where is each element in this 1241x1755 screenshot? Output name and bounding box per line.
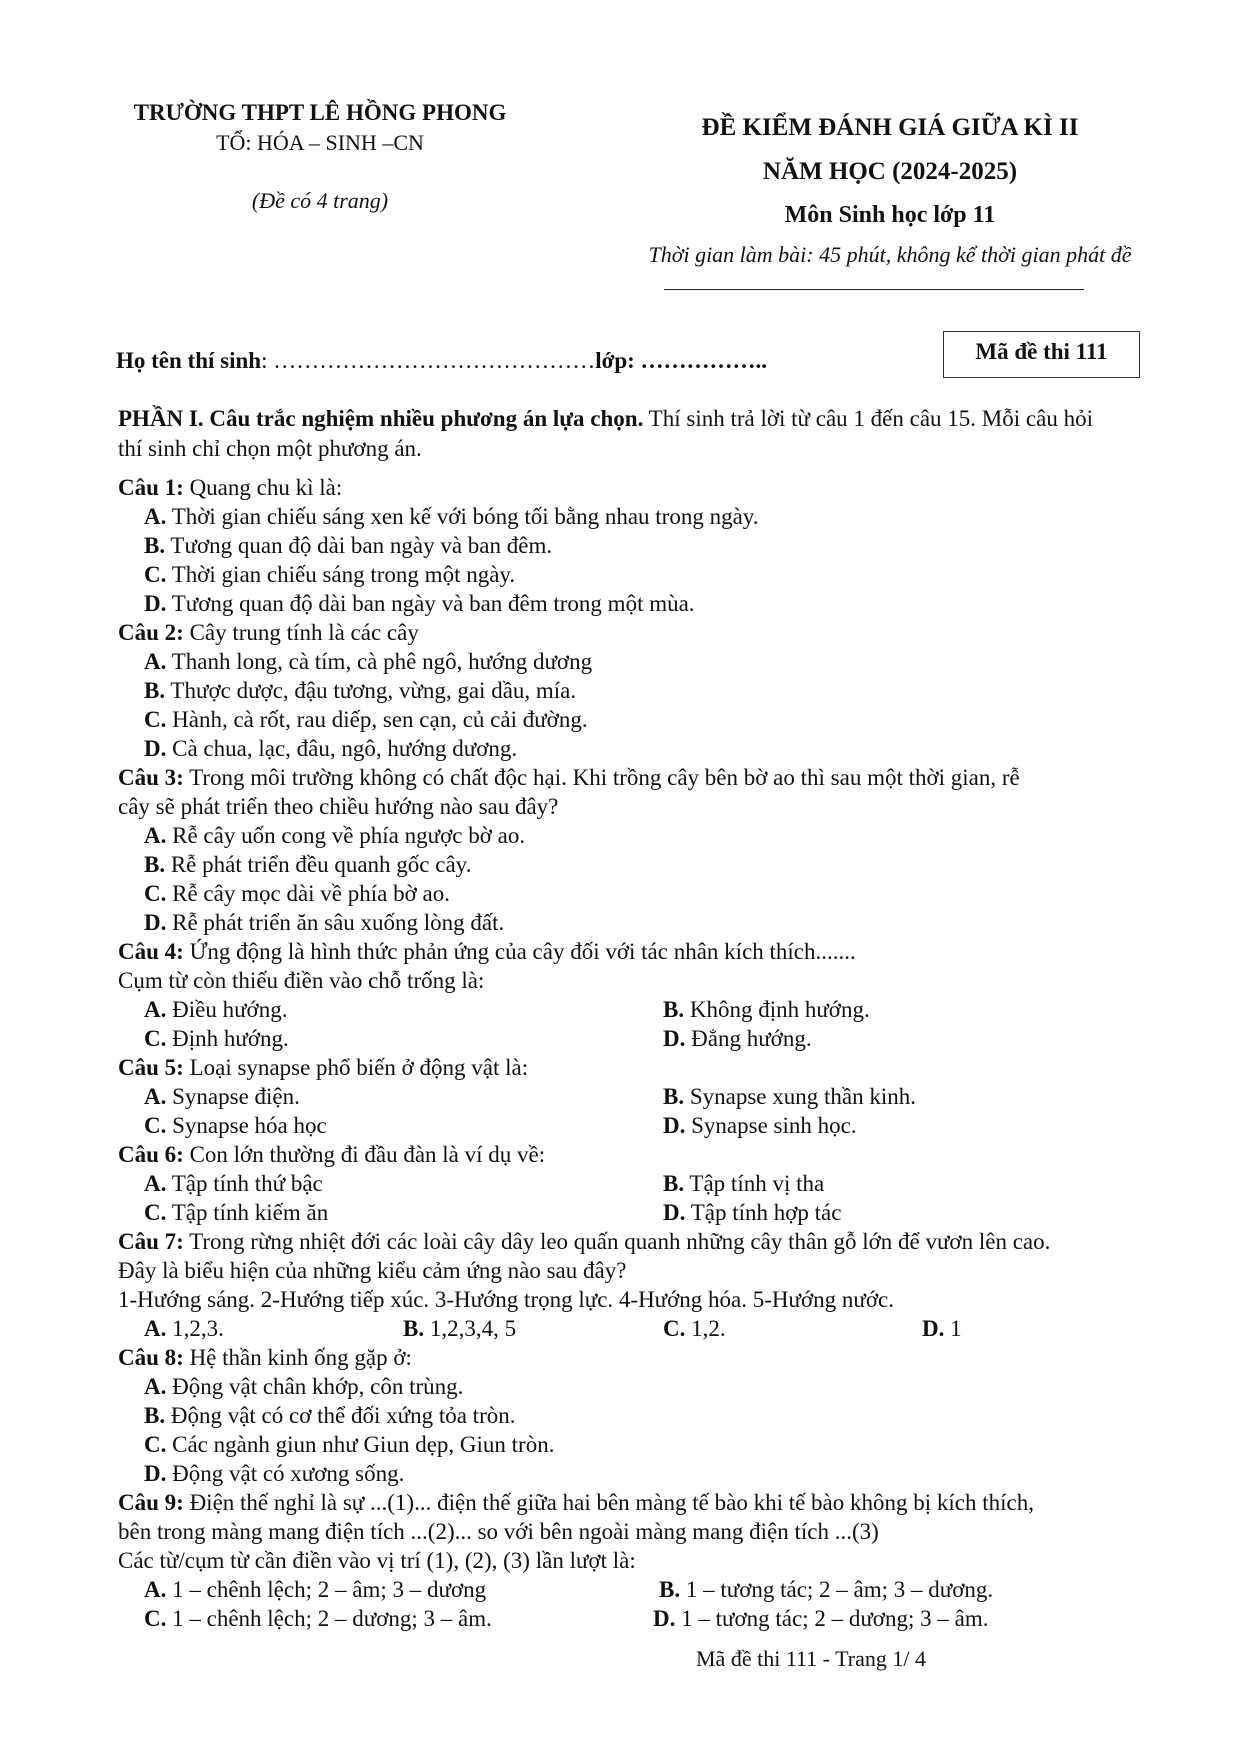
option-text: Rễ phát triển đều quanh gốc cây.	[165, 852, 472, 877]
school-name: TRƯỜNG THPT LÊ HỒNG PHONG	[133, 100, 507, 125]
option-letter: D.	[663, 1026, 686, 1051]
option-text: 1 – tương tác; 2 – dương; 3 – âm.	[675, 1606, 989, 1631]
option-text: Động vật chân khớp, côn trùng.	[166, 1374, 464, 1399]
option-text: Rễ cây mọc dài về phía bờ ao.	[166, 881, 450, 906]
option-letter: B.	[659, 1577, 681, 1602]
option-text: 1 – chênh lệch; 2 – dương; 3 – âm.	[166, 1606, 492, 1631]
option-text: 1 – tương tác; 2 – âm; 3 – dương.	[680, 1577, 994, 1602]
option-1b	[144, 532, 552, 560]
option-7a	[144, 1315, 224, 1343]
option-7d	[922, 1315, 962, 1343]
question-6	[118, 1141, 545, 1169]
option-letter: A.	[144, 1577, 167, 1602]
option-letter: A.	[144, 1374, 167, 1399]
question-label: Câu 5:	[118, 1055, 184, 1080]
option-letter: C.	[144, 707, 167, 732]
option-letter: A.	[144, 823, 167, 848]
option-text: Synapse điện.	[166, 1084, 300, 1109]
question-label: Câu 1:	[118, 475, 184, 500]
option-1d	[144, 590, 695, 618]
option-letter: D.	[144, 910, 167, 935]
option-8d	[144, 1460, 404, 1488]
exam-title: ĐỀ KIỂM ĐÁNH GIÁ GIỮA KÌ II	[701, 114, 1079, 141]
section-intro	[118, 404, 1118, 464]
question-1	[118, 474, 342, 502]
option-4a	[144, 996, 287, 1024]
question-3	[118, 764, 1020, 792]
option-text: 1	[944, 1316, 962, 1341]
option-letter: A.	[144, 1171, 167, 1196]
option-7c	[663, 1315, 726, 1343]
option-5b	[663, 1083, 916, 1111]
option-letter: B.	[144, 678, 166, 703]
question-4-cont: Cụm từ còn thiếu điền vào chỗ trống là:	[118, 968, 485, 993]
question-4	[118, 938, 856, 966]
option-4c	[144, 1025, 289, 1053]
option-text: Tập tính thứ bậc	[166, 1171, 323, 1196]
question-7	[118, 1228, 1050, 1256]
option-9b	[659, 1576, 993, 1604]
question-text: Con lớn thường đi đầu đàn là ví dụ về:	[183, 1142, 546, 1167]
option-2a	[144, 648, 592, 676]
question-5	[118, 1054, 528, 1082]
option-text: 1,2,3,4, 5	[424, 1316, 517, 1341]
option-5a	[144, 1083, 300, 1111]
option-letter: B.	[663, 997, 685, 1022]
exam-code-box: Mã đề thi 111	[943, 331, 1140, 378]
question-text: Hệ thần kinh ống gặp ở:	[183, 1345, 412, 1370]
option-4b	[663, 996, 870, 1024]
option-letter: C.	[144, 1113, 167, 1138]
student-name-blank: : ……………………………………	[261, 348, 596, 373]
option-letter: C.	[144, 1432, 167, 1457]
option-text: Thược dược, đậu tương, vừng, gai dầu, mía.	[165, 678, 577, 703]
option-letter: B.	[663, 1171, 685, 1196]
option-6c	[144, 1199, 328, 1227]
option-letter: A.	[144, 504, 167, 529]
option-letter: A.	[144, 1084, 167, 1109]
option-text: Thời gian chiếu sáng trong một ngày.	[166, 562, 516, 587]
option-letter: C.	[144, 1200, 167, 1225]
question-text: Loại synapse phổ biến ở động vật là:	[183, 1055, 529, 1080]
question-text: Ứng động là hình thức phản ứng của cây đối với tác nhân kích thích.......	[183, 939, 856, 964]
option-2d	[144, 735, 517, 763]
page-count-note: (Đề có 4 trang)	[251, 188, 389, 213]
student-info-line	[116, 348, 767, 374]
option-letter: A.	[144, 1316, 167, 1341]
option-letter: D.	[663, 1200, 686, 1225]
question-label: Câu 3:	[118, 765, 184, 790]
option-letter: B.	[144, 1403, 166, 1428]
option-3a	[144, 822, 525, 850]
option-6a	[144, 1170, 323, 1198]
option-4d	[663, 1025, 812, 1053]
question-label: Câu 6:	[118, 1142, 184, 1167]
option-text: Tương quan độ dài ban ngày và ban đêm trong một mùa.	[166, 591, 695, 616]
option-letter: D.	[144, 591, 167, 616]
option-letter: C.	[663, 1316, 686, 1341]
option-text: Động vật có xương sống.	[166, 1461, 405, 1486]
question-9	[118, 1489, 1034, 1517]
option-9a	[144, 1576, 486, 1604]
option-text: Đẳng hướng.	[685, 1026, 812, 1051]
option-letter: D.	[144, 1461, 167, 1486]
question-7-items: 1-Hướng sáng. 2-Hướng tiếp xúc. 3-Hướng trọng lực. 4-Hướng hóa. 5-Hướng nước.	[118, 1287, 895, 1312]
subject-title: Môn Sinh học lớp 11	[784, 202, 996, 228]
question-9-prompt: Các từ/cụm từ cần điền vào vị trí (1), (2), (3) lần lượt là:	[118, 1548, 636, 1573]
option-text: Thời gian chiếu sáng xen kế với bóng tối bằng nhau trong ngày.	[166, 504, 759, 529]
option-text: Thanh long, cà tím, cà phê ngô, hướng dương	[166, 649, 593, 674]
question-label: Câu 8:	[118, 1345, 184, 1370]
option-letter: A.	[144, 997, 167, 1022]
option-7b	[403, 1315, 516, 1343]
header-divider	[664, 289, 1084, 290]
option-letter: D.	[653, 1606, 676, 1631]
student-name-label: Họ tên thí sinh	[116, 348, 262, 373]
option-letter: C.	[144, 881, 167, 906]
option-1c	[144, 561, 515, 589]
option-text: Các ngành giun như Giun dẹp, Giun tròn.	[166, 1432, 555, 1457]
question-8	[118, 1344, 412, 1372]
option-letter: C.	[144, 1026, 167, 1051]
question-text: Cây trung tính là các cây	[183, 620, 419, 645]
department: TỔ: HÓA – SINH –CN	[216, 130, 424, 155]
question-label: Câu 7:	[118, 1229, 184, 1254]
option-6d	[663, 1199, 841, 1227]
option-9d	[653, 1605, 988, 1633]
option-text: Tập tính kiếm ăn	[166, 1200, 329, 1225]
question-text: Trong môi trường không có chất độc hại. Khi trồng cây bên bờ ao thì sau một thời gian, rễ	[183, 765, 1020, 790]
option-letter: A.	[144, 649, 167, 674]
option-letter: B.	[403, 1316, 425, 1341]
option-text: Tập tính hợp tác	[685, 1200, 842, 1225]
option-5d	[663, 1112, 857, 1140]
option-text: Synapse sinh học.	[685, 1113, 857, 1138]
option-text: Cà chua, lạc, đâu, ngô, hướng dương.	[166, 736, 518, 761]
option-text: Synapse xung thần kinh.	[684, 1084, 916, 1109]
option-text: Tương quan độ dài ban ngày và ban đêm.	[165, 533, 553, 558]
option-text: 1,2,3.	[166, 1316, 224, 1341]
option-letter: D.	[663, 1113, 686, 1138]
question-3-cont: cây sẽ phát triển theo chiều hướng nào sau đây?	[118, 794, 559, 819]
question-text: Trong rừng nhiệt đới các loài cây dây leo quấn quanh những cây thân gỗ lớn để vươn lên cao.	[183, 1229, 1051, 1254]
option-text: Điều hướng.	[166, 997, 288, 1022]
option-8b	[144, 1402, 515, 1430]
option-text: 1 – chênh lệch; 2 – âm; 3 – dương	[166, 1577, 487, 1602]
option-letter: C.	[144, 1606, 167, 1631]
section-instruction: Thí sinh trả lời từ câu 1 đến câu 15. Mỗi câu hỏi thí sinh chỉ chọn một phương án.	[118, 406, 1093, 461]
option-letter: D.	[922, 1316, 945, 1341]
option-letter: D.	[144, 736, 167, 761]
option-text: Động vật có cơ thể đối xứng tỏa tròn.	[165, 1403, 516, 1428]
question-9-cont: bên trong màng mang điện tích ...(2)... so với bên ngoài màng mang điện tích ...(3)	[118, 1519, 879, 1544]
option-2c	[144, 706, 588, 734]
option-letter: C.	[144, 562, 167, 587]
option-text: Không định hướng.	[684, 997, 870, 1022]
option-text: Rễ cây uốn cong về phía ngược bờ ao.	[166, 823, 526, 848]
question-label: Câu 4:	[118, 939, 184, 964]
option-letter: B.	[144, 852, 166, 877]
class-field: lớp: ……………..	[595, 348, 768, 373]
option-5c	[144, 1112, 327, 1140]
question-7-cont: Đây là biểu hiện của những kiểu cảm ứng nào sau đây?	[118, 1258, 627, 1283]
option-9c	[144, 1605, 492, 1633]
option-text: Hành, cà rốt, rau diếp, sen cạn, củ cải đường.	[166, 707, 588, 732]
school-year: NĂM HỌC (2024-2025)	[762, 158, 1018, 185]
option-3d	[144, 909, 504, 937]
time-limit: Thời gian làm bài: 45 phút, không kể thời gian phát đề	[648, 242, 1132, 267]
question-text: Quang chu kì là:	[183, 475, 343, 500]
option-1a	[144, 503, 759, 531]
question-label: Câu 2:	[118, 620, 184, 645]
option-2b	[144, 677, 576, 705]
question-label: Câu 9:	[118, 1490, 184, 1515]
question-text: Điện thế nghỉ là sự ...(1)... điện thế giữa hai bên màng tế bào khi tế bào không bị kích thích,	[183, 1490, 1034, 1515]
option-text: Rễ phát triển ăn sâu xuống lòng đất.	[166, 910, 505, 935]
option-8a	[144, 1373, 463, 1401]
option-text: Synapse hóa học	[166, 1113, 327, 1138]
option-8c	[144, 1431, 554, 1459]
section-title: PHẦN I. Câu trắc nghiệm nhiều phương án lựa chọn.	[118, 406, 644, 431]
question-2	[118, 619, 419, 647]
option-text: 1,2.	[685, 1316, 726, 1341]
page-footer: Mã đề thi 111 - Trang 1/ 4	[696, 1646, 926, 1671]
option-letter: B.	[144, 533, 166, 558]
option-letter: B.	[663, 1084, 685, 1109]
option-3b	[144, 851, 471, 879]
option-text: Tập tính vị tha	[684, 1171, 825, 1196]
option-text: Định hướng.	[166, 1026, 289, 1051]
option-6b	[663, 1170, 824, 1198]
option-3c	[144, 880, 450, 908]
